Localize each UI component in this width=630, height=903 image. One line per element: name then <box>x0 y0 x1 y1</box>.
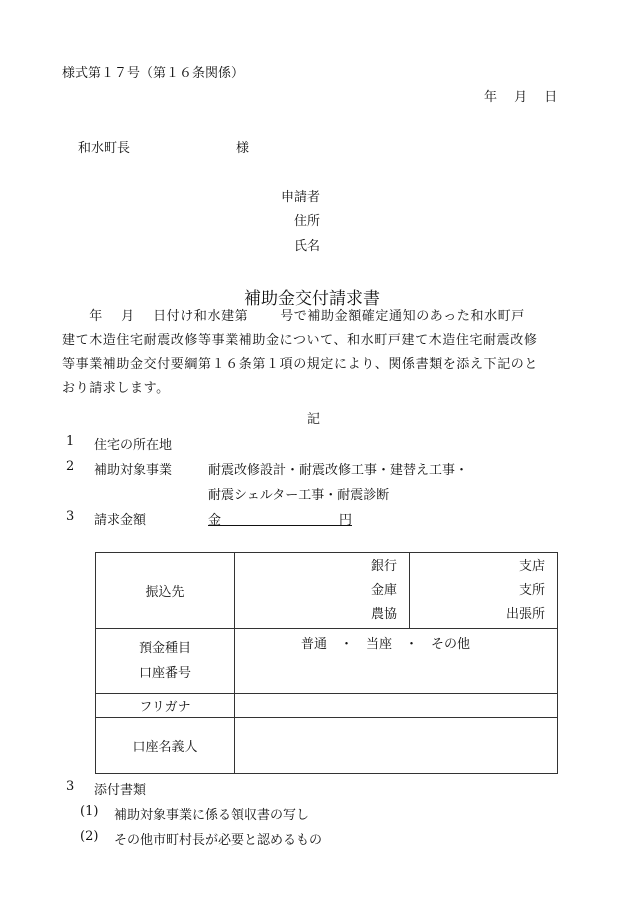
addressee: 和水町長 <box>78 141 131 156</box>
applicant-name-label: 氏名 <box>294 239 321 254</box>
deposit-label-cell <box>96 629 235 694</box>
item-3-number: 3 <box>66 509 75 524</box>
attachment-1-number: (1) <box>80 804 99 819</box>
applicant-address-label: 住所 <box>294 214 321 229</box>
transfer-label: 振込先 <box>145 585 185 600</box>
applicant-label: 申請者 <box>281 190 321 205</box>
furigana-label-cell <box>96 694 235 718</box>
deposit-options-cell[interactable] <box>235 629 558 694</box>
branch-type-agency: 出張所 <box>505 607 545 622</box>
amount-prefix: 金 <box>208 513 222 528</box>
attachment-2-number: (2) <box>80 829 99 844</box>
attachments-number: 3 <box>66 779 75 794</box>
account-holder-label-cell <box>96 718 235 774</box>
item-2-value: 耐震改修設計・耐震改修工事・建替え工事・ <box>208 463 469 478</box>
item-1-number: 1 <box>66 434 75 449</box>
amount-unit: 円 <box>338 513 352 528</box>
deposit-options: 普通 ・ 当座 ・ その他 <box>301 637 471 652</box>
attachment-1-text: 補助対象事業に係る領収書の写し <box>114 808 310 823</box>
date-line: 年 月 日 <box>484 90 558 105</box>
furigana-label: フリガナ <box>139 700 191 715</box>
form-number: 様式第１７号（第１６条関係） <box>62 66 245 81</box>
body-line: 年 月 日付け和水建第 号で補助金額確定通知のあった和水町戸 <box>62 309 525 324</box>
account-holder-label: 口座名義人 <box>132 740 198 755</box>
branch-type-cell[interactable] <box>410 553 558 629</box>
transfer-label-cell <box>96 553 235 629</box>
item-2-number: 2 <box>66 459 75 474</box>
document-title: 補助金交付請求書 <box>244 289 380 309</box>
bank-account-table <box>95 552 558 774</box>
account-number-label: 口座番号 <box>138 666 191 681</box>
honorific: 様 <box>236 141 250 156</box>
bank-type-bank: 銀行 <box>370 559 397 574</box>
body-line: おり請求します。 <box>62 381 170 396</box>
bank-type-nokyo: 農協 <box>370 607 397 622</box>
item-1-label: 住宅の所在地 <box>94 438 173 453</box>
ki-label: 記 <box>307 412 321 427</box>
bank-type-shinkin: 金庫 <box>370 583 397 598</box>
furigana-field[interactable] <box>235 694 558 718</box>
branch-type-office: 支所 <box>518 583 545 598</box>
body-line: 建て木造住宅耐震改修等事業補助金について、和水町戸建て木造住宅耐震改修 <box>62 333 538 348</box>
body-line: 等事業補助金交付要綱第１６条第１項の規定により、関係書類を添え下記のと <box>62 357 539 372</box>
amount-field[interactable] <box>208 509 352 526</box>
branch-type-branch: 支店 <box>518 559 545 574</box>
bank-type-cell[interactable] <box>235 553 410 629</box>
account-holder-field[interactable] <box>235 718 558 774</box>
body-paragraph <box>62 305 574 401</box>
attachment-2-text: その他市町村長が必要と認めるもの <box>114 833 323 848</box>
item-3-label: 請求金額 <box>94 513 147 528</box>
item-2-value-line2: 耐震シェルター工事・耐震診断 <box>208 488 390 503</box>
item-2-label: 補助対象事業 <box>94 463 173 478</box>
deposit-type-label: 預金種目 <box>138 641 191 656</box>
attachments-label: 添付書類 <box>94 783 147 798</box>
